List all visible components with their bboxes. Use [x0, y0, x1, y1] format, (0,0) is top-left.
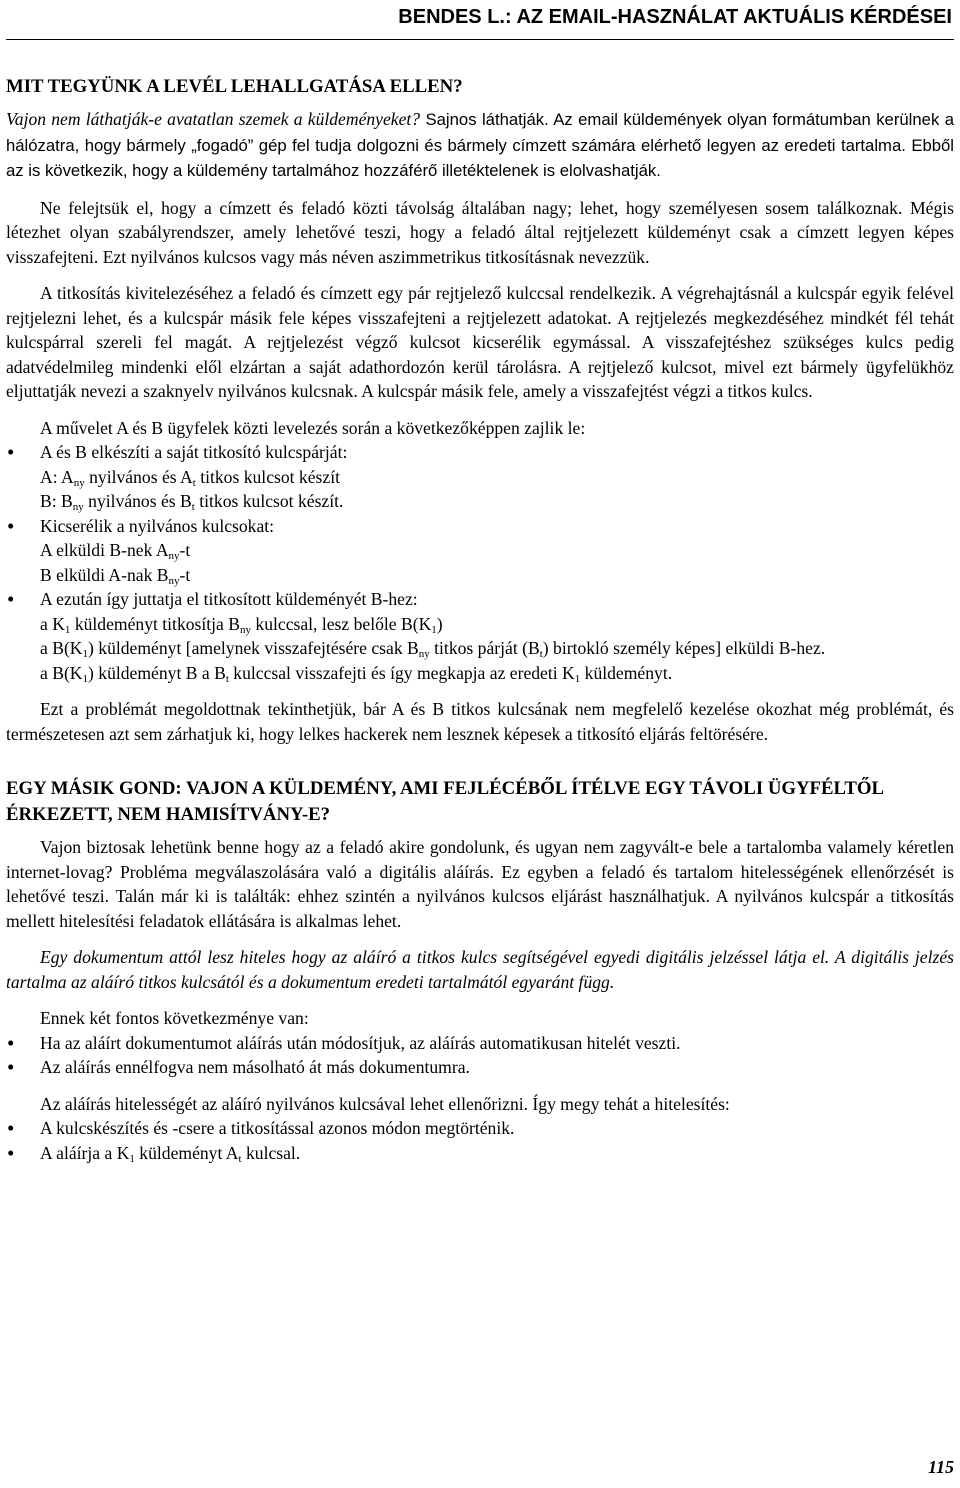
- step-item: [6, 514, 954, 588]
- paragraph-keypair: A titkosítás kivitelezéséhez a feladó és címzett egy pár rejtjelező kulccsal rendelkezik. A végrehajtásnál a kulcspár egyik felével rejtjelezni lehet, és a kulcspár másik fele képes visszafejteni a rejtjelezett adatokat. A rejtjelezés megkezdéséhez mindkét fél tehát kulcspárral szereli fel magát. A rejtjelezést végző kulcsot kicserélik egymással. A visszafejtéshez szükséges kulcs pedig adatvédelmileg mindenki elől elzártan a saját adathordozón kerül tárolásra. A rejtjelező kulcsot, mivel ezt bármely ügyfelükhöz eljuttatják nevezi a szaknyelv nyilvános kulcsnak. A kulcspár másik fele, amely a visszafejtést végzi a titkos kulcs.: [6, 283, 954, 401]
- paragraph-signature: Vajon biztosak lehetünk benne hogy az a feladó akire gondolunk, és ugyan nem zagyvált-e bele a tartalomba valamely kéretlen internet-lovag? Probléma megválaszolására való a digitális aláírás. Ez egyben a feladó és tartalom hitelességének ellenőrzését is lehetővé teszi. Talán már ki is találták: ehhez szintén a nyilvános kulcsos eljárást használhatjuk. A nyilvános kulcspár a titkosítás mellett hitelesítési feladatok ellátására is alkalmas lehet.: [6, 837, 954, 931]
- intro-answer: Sajnos láthatják. Az email küldemények olyan formátumban kerülnek a hálózatra, hogy bármely „fogadó” gép fel tudja dolgozni és bármely címzett számára elérhető legyen az eredeti tartalma. Ebből az is következik, hogy a küldemény tartalmához hozzáférő illetéktelenek is elolvashatják.: [6, 110, 954, 180]
- steps-list: [6, 440, 954, 685]
- steps-intro: A művelet A és B ügyfelek közti levelezés során a következőképpen zajlik le:: [40, 417, 586, 438]
- running-title: BENDES L.: AZ EMAIL-HASZNÁLAT AKTUÁLIS KÉRDÉSEI: [398, 6, 952, 28]
- step-line: A elküldi B-nek $A_{ny}-t$: [40, 540, 191, 562]
- consequences-intro: Ennek két fontos következménye van:: [40, 1008, 309, 1028]
- consequence-item: • Az aláírás ennélfogva nem másolható át más dokumentumra.: [6, 1055, 954, 1080]
- paragraph-conclusion: Ezt a problémát megoldottnak tekinthetjük, bár A és B titkos kulcsának nem megfelelő kezelése okozhat még problémát, és természetesen azt sem zárhatjuk ki, hogy lelkes hackerek nem lesznek képesek a titkosító eljárás feltörésére.: [6, 699, 954, 744]
- step-title: A és B elkészíti a saját titkosító kulcspárját:: [40, 442, 348, 462]
- section-heading-eavesdropping: MIT TEGYÜNK A LEVÉL LEHALLGATÁSA ELLEN?: [6, 76, 463, 97]
- section-heading-forgery: EGY MÁSIK GOND: VAJON A KÜLDEMÉNY, AMI FEJLÉCÉBŐL ÍTÉLVE EGY TÁVOLI ÜGYFÉLTŐL ÉRKEZETT, NEM HAMISÍTVÁNY-E?: [6, 778, 883, 825]
- paragraph-signature-definition: Egy dokumentum attól lesz hiteles hogy az aláíró a titkos kulcs segítségével egyedi digitális jelzéssel látja el. A digitális jelzés tartalma az aláíró titkos kulcsától és a dokumentum eredeti tartalmától egyaránt függ.: [6, 947, 954, 992]
- step-line: a $K_1$ küldeményt titkosítja $B_{ny}$ kulccsal, lesz belőle $B(K_1)$: [40, 613, 443, 636]
- paragraph-distance: Ne felejtsük el, hogy a címzett és feladó közti távolság általában nagy; lehet, hogy személyesen sosem találkoznak. Mégis létezhet olyan szabályrendszer, amely lehetővé teszi, hogy a feladó által rejtjelezett küldeményt csak a címzett legyen képes visszafejteni. Ezt nyilvános kulcsos vagy más néven aszimmetrikus titkosításnak nevezzük.: [6, 197, 954, 267]
- verification-item: • A aláírja a $K_1$ küldeményt $A_t$ kulcsal.: [6, 1141, 954, 1166]
- step-line: a $B(K_1)$ küldeményt B a $B_t$ kulccsal visszafejti és így megkapja az eredeti $K_1$ küldeményt.: [40, 662, 673, 685]
- step-line: A: $A_{ny}$ nyilvános és $A_t$ titkos kulcsot készít: [40, 466, 340, 489]
- step-title: Kicserélik a nyilvános kulcsokat:: [40, 515, 275, 536]
- verification-item: • A kulcskészítés és -csere a titkosítással azonos módon megtörténik.: [6, 1116, 954, 1141]
- page-content: [6, 74, 954, 1177]
- verification-list: [6, 1116, 954, 1165]
- consequences-list: [6, 1031, 954, 1080]
- step-item: [6, 587, 954, 685]
- step-line: B: $B_{ny}$ nyilvános és $B_t$ titkos kulcsot készít.: [40, 491, 344, 513]
- paragraph-intro: [6, 107, 954, 184]
- step-line: a $B(K_1)$ küldeményt [amelynek visszafejtésére csak $B_{ny}$ titkos párját $(B_t)$ birtokló személy képes] elküldi B-hez.: [40, 638, 826, 660]
- consequence-item: • Ha az aláírt dokumentumot aláírás után módosítjuk, az aláírás automatikusan hitelét veszti.: [6, 1031, 954, 1056]
- page-number: 115: [927, 1457, 954, 1477]
- step-line: B elküldi A-nak $B_{ny}-t$: [40, 564, 191, 587]
- step-item: [6, 440, 954, 514]
- intro-question: Vajon nem láthatják-e avatatlan szemek a küldeményeket?: [6, 109, 421, 129]
- verification-intro: Az aláírás hitelességét az aláíró nyilvános kulcsával lehet ellenőrizni. Így megy tehát a hitelesítés:: [40, 1093, 730, 1114]
- header-rule: [6, 39, 954, 40]
- step-title: A ezután így juttatja el titkosított küldeményét B-hez:: [40, 589, 418, 609]
